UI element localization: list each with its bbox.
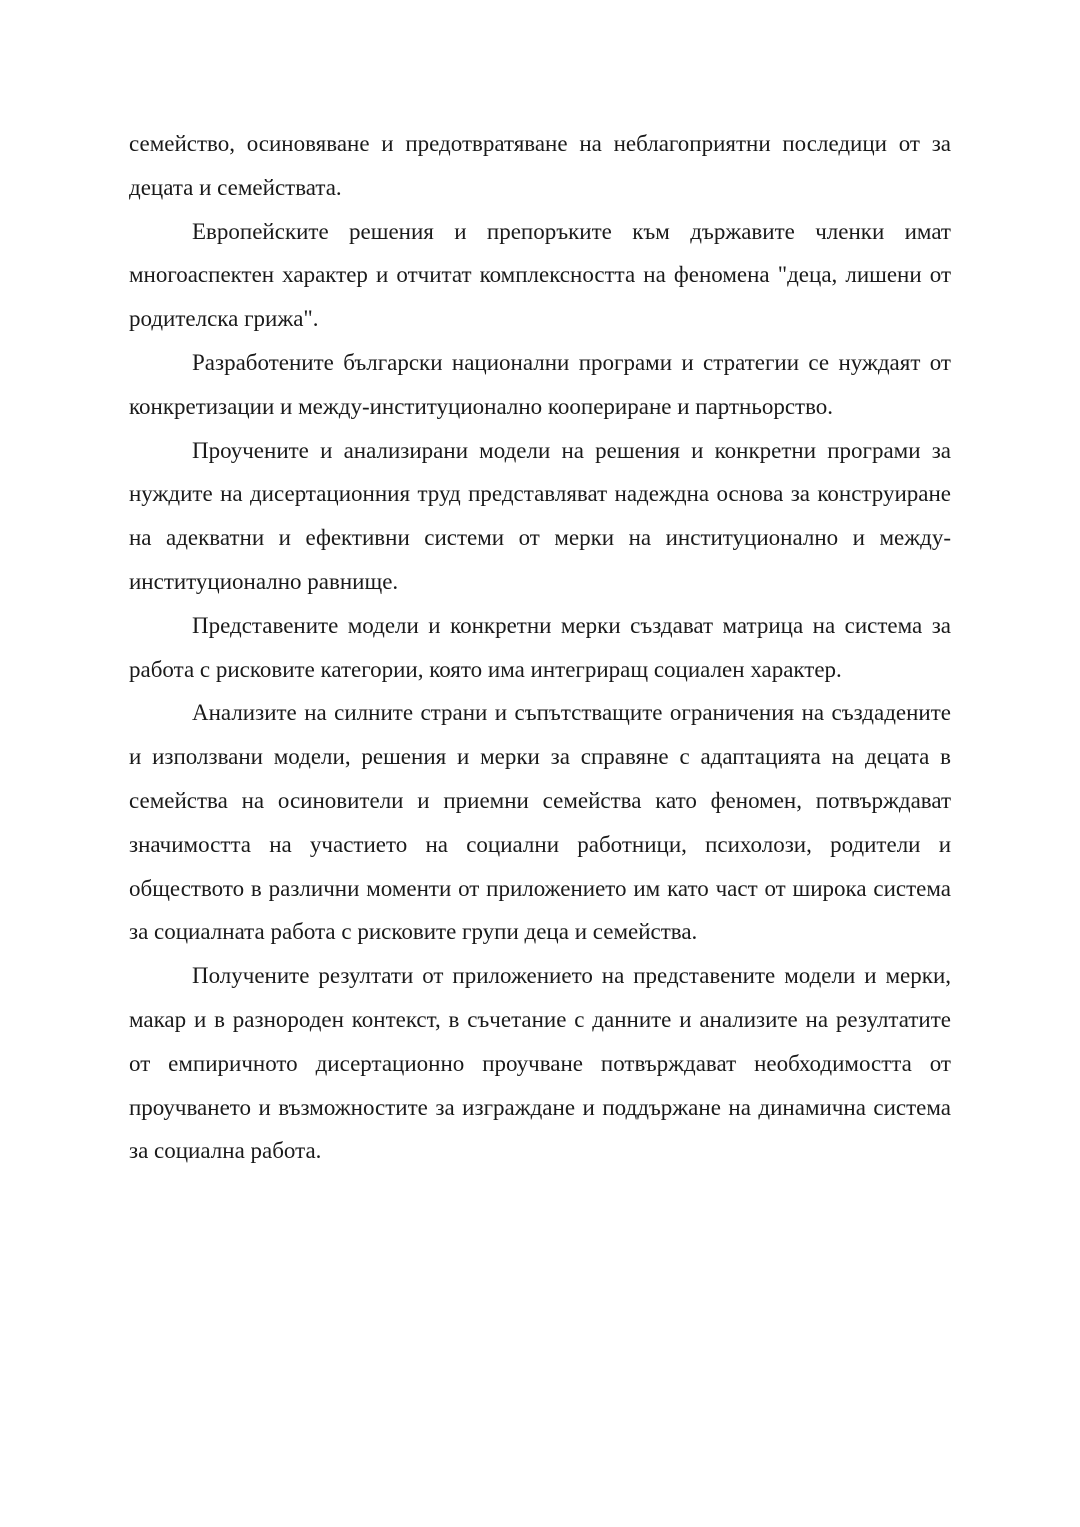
body-text: [129, 122, 951, 1173]
paragraph-analyses: Анализите на силните страни и съпътстващите ограничения на създадените и използвани модели, решения и мерки за справяне с адаптацията на децата в семейства на осиновители и приемни семейства като феномен, потвърждават значимостта на участието на социални работници, психолози, родители и обществото в различни моменти от приложението им като част от широка система за социалната работа с рисковите групи деца и семейства.: [129, 700, 951, 945]
paragraph-studied-models: Проучените и анализирани модели на решения и конкретни програми за нуждите на дисертационния труд представляват надеждна основа за конструиране на адекватни и ефективни системи от мерки на институционално и между-институционално равнище.: [129, 437, 951, 594]
paragraph-national-programs: Разработените български национални програми и стратегии се нуждаят от конкретизации и между-институционално коопериране и партньорство.: [129, 349, 951, 419]
paragraph-european-decisions: Европейските решения и препоръките към държавите членки имат многоаспектен характер и отчитат комплексността на феномена "деца, лишени от родителска грижа".: [129, 218, 951, 332]
paragraph-presented-models: Представените модели и конкретни мерки създават матрица на система за работа с рисковите категории, която има интегриращ социален характер.: [129, 612, 951, 682]
paragraph-results: Получените резултати от приложението на представените модели и мерки, макар и в разнороден контекст, в съчетание с данните и анализите на резултатите от емпиричното дисертационно проучване потвърждават необходимостта от проучването и възможностите за изграждане и поддържане на динамична система за социална работа.: [129, 963, 951, 1164]
paragraph-continuation: семейство, осиновяване и предотвратяване на неблагоприятни последици от за децата и семействата.: [129, 131, 951, 200]
